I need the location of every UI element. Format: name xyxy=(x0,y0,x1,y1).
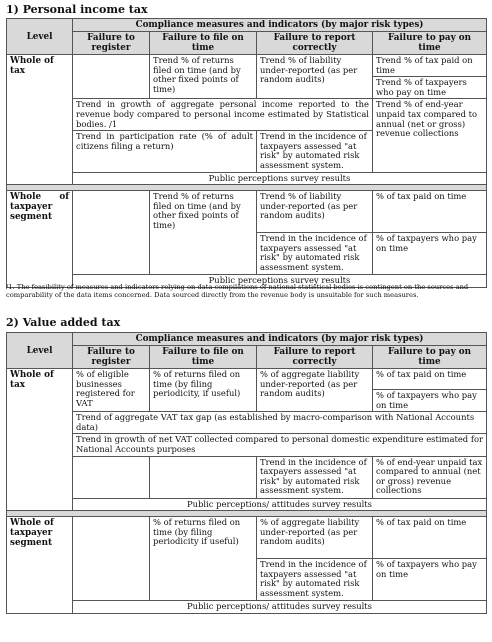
col-header-file: Failure to file on time xyxy=(150,32,257,55)
personal-income-tax-table xyxy=(6,18,487,288)
cell-report-2: Trend in the incidence of taxpayers assessed "at risk" by automated risk assessment system. xyxy=(257,559,373,601)
table-row xyxy=(7,456,487,498)
table-row xyxy=(7,434,487,456)
cell-register: % of eligible businesses registered for VAT xyxy=(73,369,150,412)
table-row xyxy=(7,191,487,233)
level-whole-of-tax: Whole of tax xyxy=(7,369,73,511)
section-2-title: 2) Value added tax xyxy=(6,316,121,329)
group-header: Compliance measures and indicators (by major risk types) xyxy=(73,19,487,32)
group-header: Compliance measures and indicators (by major risk types) xyxy=(73,333,487,346)
table-row xyxy=(7,412,487,434)
table-row xyxy=(7,32,487,55)
cell-survey: Public perceptions/ attitudes survey results xyxy=(73,601,487,614)
cell-pay-2: % of taxpayers who pay on time xyxy=(373,390,487,412)
cell-pay-2: % of taxpayers who pay on time xyxy=(373,559,487,601)
table-row xyxy=(7,517,487,559)
cell-file: % of returns filed on time (by filing periodicity, if useful) xyxy=(150,369,257,412)
col-header-file: Failure to file on time xyxy=(150,346,257,369)
cell-pay-1: Trend % of tax paid on time xyxy=(373,55,487,77)
cell-pay-2: % of taxpayers who pay on time xyxy=(373,233,487,275)
cell-file: Trend % of returns filed on time (and by other fixed points of time) xyxy=(150,191,257,275)
cell-file: Trend % of returns filed on time (and by other fixed points of time) xyxy=(150,55,257,99)
col-header-register: Failure to register xyxy=(73,346,150,369)
cell-file xyxy=(150,456,257,498)
level-whole-of-segment: Whole of taxpayer segment xyxy=(7,517,73,614)
cell-survey: Public perceptions survey results xyxy=(73,172,487,185)
table-row xyxy=(7,601,487,614)
table-row xyxy=(7,19,487,32)
cell-pay-1: % of tax paid on time xyxy=(373,191,487,233)
table-row xyxy=(7,346,487,369)
cell-pay-2: Trend % of taxpayers who pay on time xyxy=(373,77,487,99)
cell-file: % of returns filed on time (by filing periodicity if useful) xyxy=(150,517,257,601)
cell-register xyxy=(73,55,150,99)
col-header-pay: Failure to pay on time xyxy=(373,32,487,55)
cell-report-2: Trend in the incidence of taxpayers assessed "at risk" by automated risk assessment system. xyxy=(257,131,373,172)
level-header: Level xyxy=(7,19,73,55)
cell-pay-1: % of tax paid on time xyxy=(373,369,487,390)
cell-pay-3: % of end-year unpaid tax compared to annual (net or gross) revenue collections xyxy=(373,456,487,498)
cell-register xyxy=(73,191,150,275)
cell-register xyxy=(73,456,150,498)
footnote: /1. The feasibility of measures and indicators relying on data compilations of national statistical bodies is contingent on the sources and comparability of the data items concerned. Data sourced directly from the revenue body is unsuitable for such measures. xyxy=(6,283,469,299)
table-row xyxy=(7,498,487,511)
col-header-register: Failure to register xyxy=(73,32,150,55)
cell-survey: Public perceptions/ attitudes survey results xyxy=(73,498,487,511)
table-row xyxy=(7,369,487,390)
table-row xyxy=(7,333,487,346)
table-row xyxy=(7,172,487,185)
cell-register xyxy=(73,517,150,601)
col-header-report: Failure to report correctly xyxy=(257,32,373,55)
section-1-title: 1) Personal income tax xyxy=(6,3,148,16)
cell-pay-1: % of tax paid on time xyxy=(373,517,487,559)
level-whole-of-segment: Whole of taxpayer segment xyxy=(7,191,73,288)
cell-report-1: % of aggregate liability under-reported (as per random audits) xyxy=(257,517,373,559)
cell-report: Trend % of liability under-reported (as per random audits) xyxy=(257,55,373,99)
cell-pay-3: Trend % of end-year unpaid tax compared to annual (net or gross) revenue collections xyxy=(373,99,487,172)
col-header-pay: Failure to pay on time xyxy=(373,346,487,369)
cell-growth-trend: Trend in growth of aggregate personal income reported to the revenue body compared to personal income estimated by Statistical bodies. /1 xyxy=(73,99,373,131)
level-header: Level xyxy=(7,333,73,369)
cell-vat-gap: Trend of aggregate VAT tax gap (as established by macro-comparison with National Accounts data) xyxy=(73,412,487,434)
col-header-report: Failure to report correctly xyxy=(257,346,373,369)
cell-survey: Public perceptions survey results xyxy=(73,275,487,288)
value-added-tax-table xyxy=(6,332,487,614)
table-row xyxy=(7,99,487,131)
cell-report: % of aggregate liability under-reported (as per random audits) xyxy=(257,369,373,412)
cell-report-2: Trend in the incidence of taxpayers assessed "at risk" by automated risk assessment system. xyxy=(257,233,373,275)
cell-participation: Trend in participation rate (% of adult citizens filing a return) xyxy=(73,131,257,172)
cell-report-1: Trend % of liability under-reported (as per random audits) xyxy=(257,191,373,233)
cell-growth-trend: Trend in growth of net VAT collected compared to personal domestic expenditure estimated for National Accounts purposes xyxy=(73,434,487,456)
level-whole-of-tax: Whole of tax xyxy=(7,55,73,185)
table-row xyxy=(7,55,487,77)
cell-report-2: Trend in the incidence of taxpayers assessed "at risk" by automated risk assessment system. xyxy=(257,456,373,498)
